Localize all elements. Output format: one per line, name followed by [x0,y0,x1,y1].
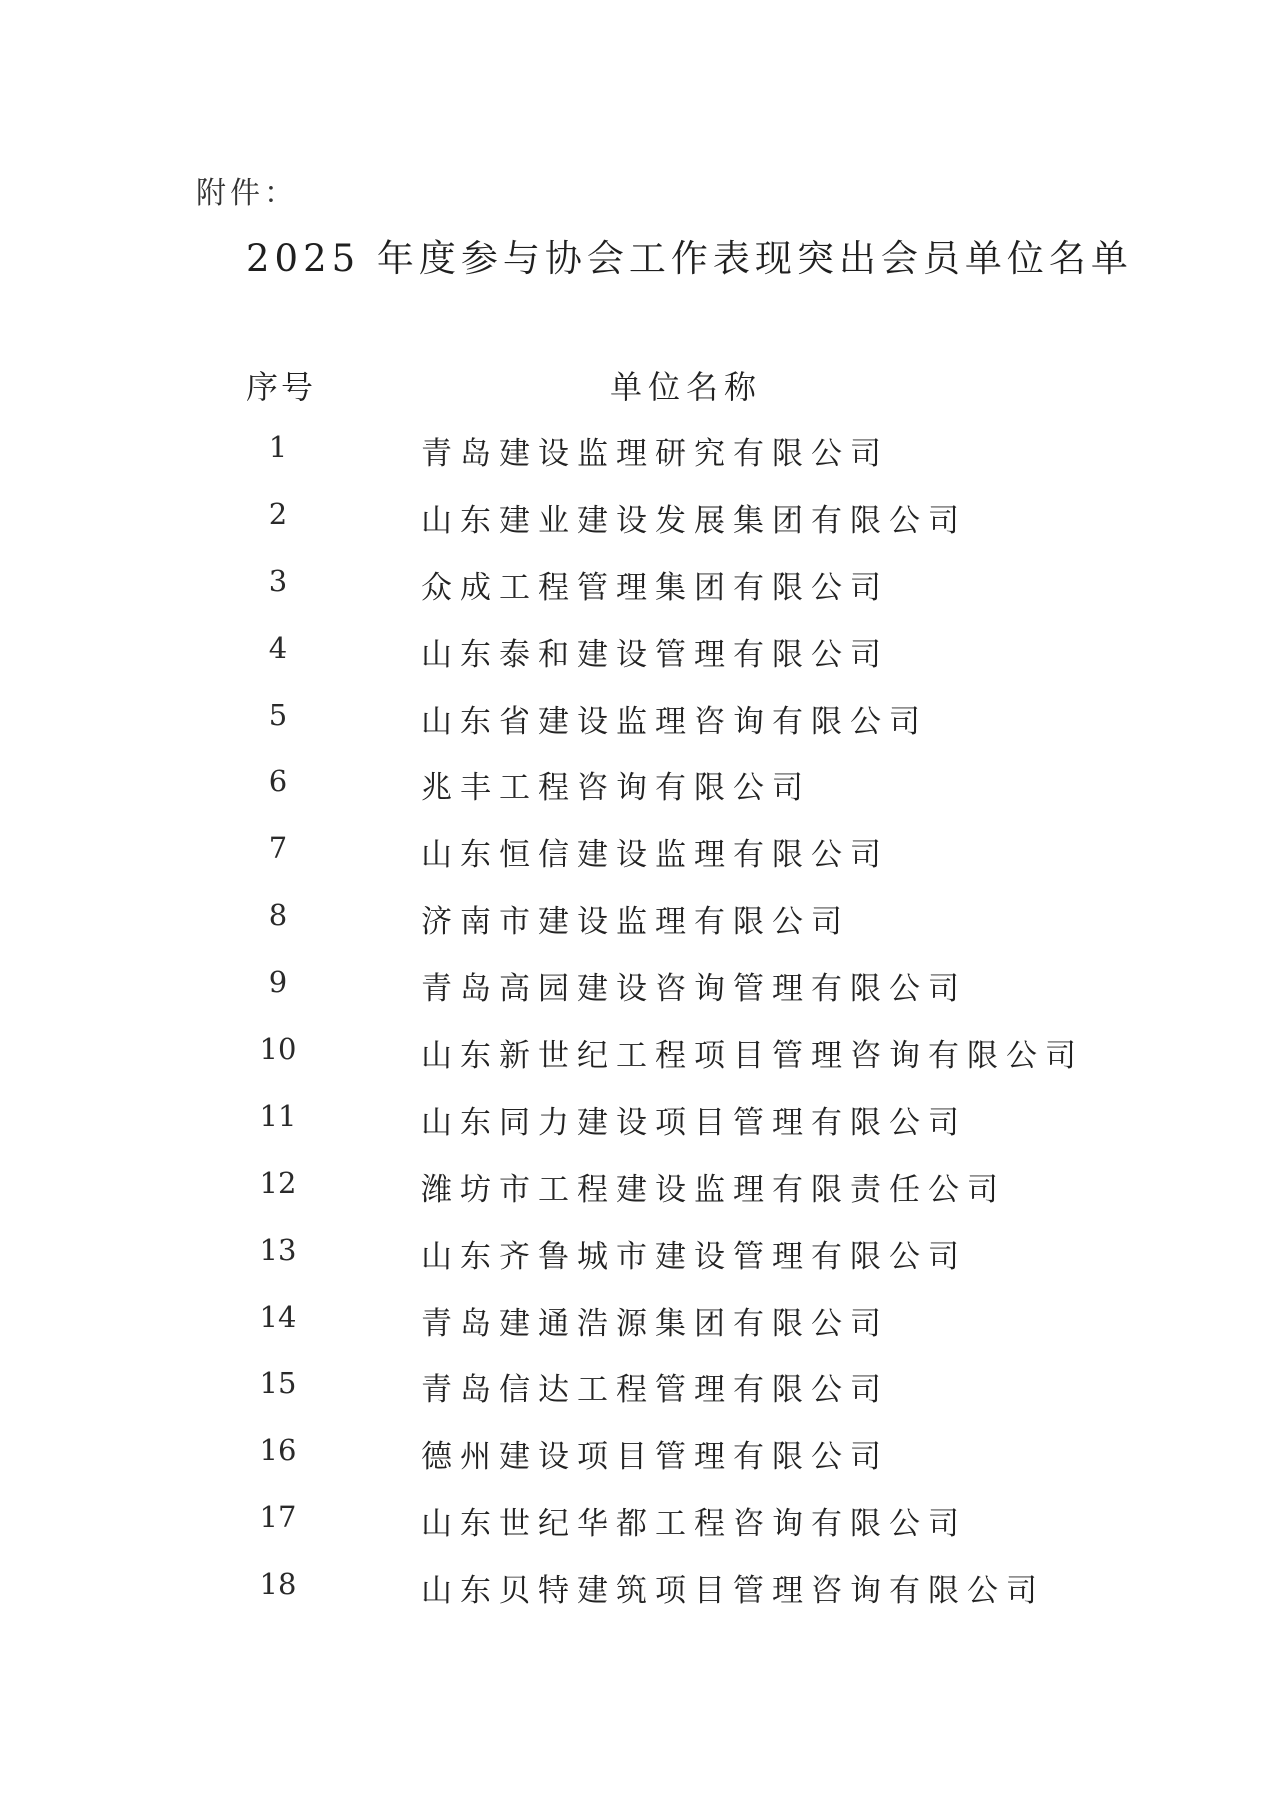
row-company-name: 山东建业建设发展集团有限公司 [421,502,967,539]
row-index: 15 [259,1366,297,1401]
row-index: 9 [268,965,288,1000]
table-row [0,1225,1280,1292]
table-row [0,1425,1280,1492]
row-index: 6 [268,764,288,799]
table-header-row [0,356,1280,422]
row-company-name: 青岛高园建设咨询管理有限公司 [421,971,967,1008]
attachment-label: 附件： [196,176,298,211]
table-row [0,690,1280,757]
row-index: 18 [259,1567,297,1602]
row-company-name: 青岛建通浩源集团有限公司 [421,1305,889,1342]
table-row [0,756,1280,823]
row-company-name: 兆丰工程咨询有限公司 [421,770,811,807]
row-company-name: 潍坊市工程建设监理有限责任公司 [421,1171,1006,1208]
row-company-name: 山东同力建设项目管理有限公司 [421,1104,967,1141]
row-company-name: 山东新世纪工程项目管理咨询有限公司 [421,1038,1084,1075]
table-row [0,1158,1280,1225]
column-header-name: 单位名称 [610,368,763,406]
table-row [0,823,1280,890]
table-row [0,1492,1280,1559]
row-company-name: 德州建设项目管理有限公司 [421,1439,889,1476]
row-index: 7 [268,831,288,866]
table-row [0,1024,1280,1091]
row-index: 5 [268,697,288,732]
table-row [0,1091,1280,1158]
table-row [0,422,1280,489]
row-company-name: 济南市建设监理有限公司 [421,904,850,941]
row-index: 1 [268,430,288,464]
table-row [0,1292,1280,1359]
row-index: 4 [268,630,288,665]
table-row [0,1559,1280,1626]
table-row [0,1358,1280,1425]
row-index: 3 [268,563,288,598]
table-row [0,489,1280,556]
row-company-name: 山东齐鲁城市建设管理有限公司 [421,1238,967,1275]
row-index: 8 [268,898,288,933]
table-row [0,556,1280,623]
member-list-table [0,356,1280,1626]
row-index: 17 [259,1500,297,1535]
row-index: 14 [259,1299,297,1334]
row-index: 10 [259,1032,297,1067]
row-index: 16 [259,1433,297,1468]
row-company-name: 山东贝特建筑项目管理咨询有限公司 [421,1573,1045,1610]
table-body [0,422,1280,1626]
row-company-name: 青岛建设监理研究有限公司 [421,436,889,472]
document-title: 2025 年度参与协会工作表现突出会员单位名单 [246,237,1133,280]
row-index: 13 [259,1232,297,1267]
table-row [0,890,1280,957]
row-company-name: 山东世纪华都工程咨询有限公司 [421,1506,967,1543]
row-index: 11 [259,1098,297,1133]
row-company-name: 山东省建设监理咨询有限公司 [421,703,928,740]
table-row [0,623,1280,690]
row-company-name: 众成工程管理集团有限公司 [421,569,889,606]
row-company-name: 山东恒信建设监理有限公司 [421,837,889,874]
table-row [0,957,1280,1024]
row-company-name: 山东泰和建设管理有限公司 [421,636,889,673]
row-company-name: 青岛信达工程管理有限公司 [421,1372,889,1409]
column-header-index: 序号 [246,368,317,406]
row-index: 2 [268,496,288,531]
row-index: 12 [259,1165,297,1200]
